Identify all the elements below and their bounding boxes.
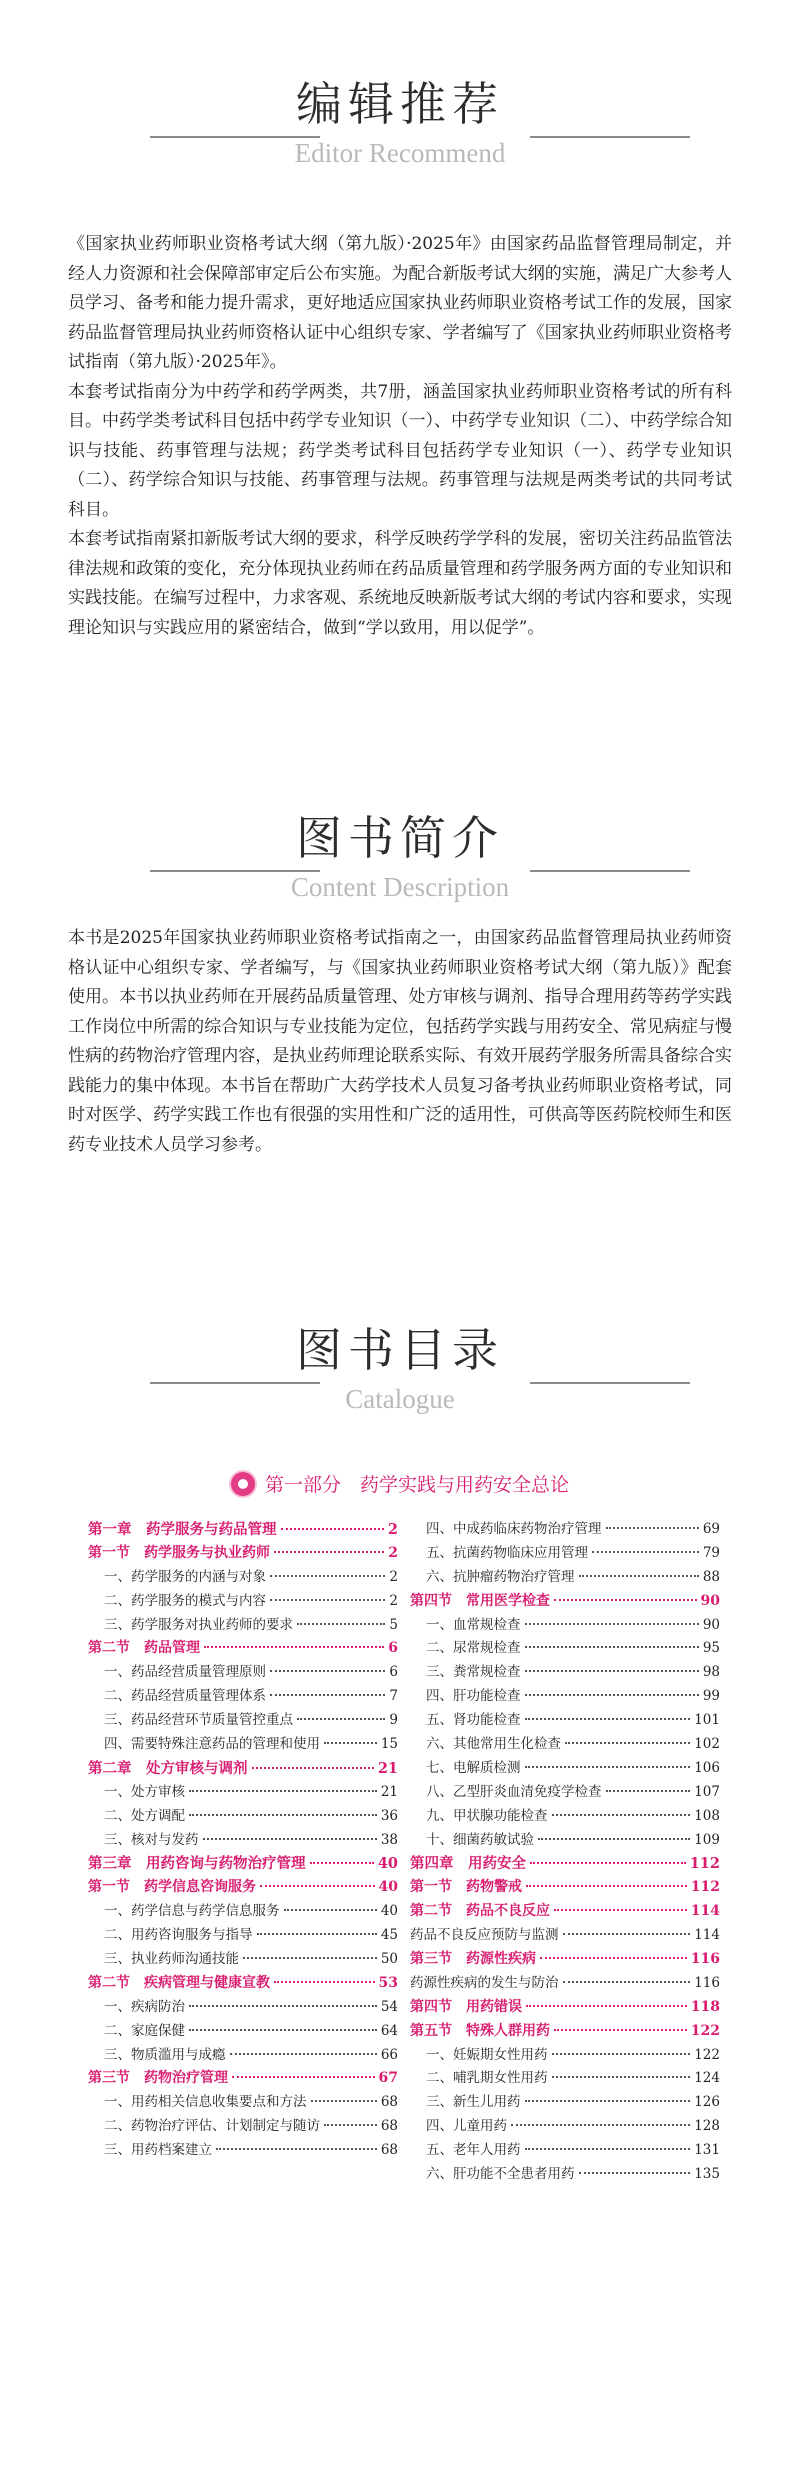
- dot-leader: [579, 1575, 699, 1577]
- dot-leader: [281, 1528, 384, 1530]
- dot-leader: [310, 1862, 374, 1864]
- toc-entry[interactable]: [410, 2044, 720, 2068]
- toc-entry-page: 7: [389, 1688, 398, 1705]
- content-description-text: [68, 924, 732, 1160]
- toc-entry-page: 131: [694, 2142, 720, 2159]
- dot-leader: [552, 2076, 691, 2078]
- toc-entry[interactable]: [410, 1733, 720, 1757]
- dot-leader: [189, 2005, 377, 2007]
- toc-entry-page: 40: [378, 1879, 398, 1896]
- dot-leader: [538, 1838, 690, 1840]
- toc-entry[interactable]: [410, 2067, 720, 2091]
- toc-entry[interactable]: [88, 1924, 398, 1948]
- toc-entry-title: 三、核对与发药: [104, 1831, 199, 1848]
- toc-entry-page: 95: [702, 1640, 720, 1657]
- toc-entry-page: 21: [380, 1783, 398, 1800]
- toc-entry[interactable]: [410, 2091, 720, 2115]
- toc-entry-page: 114: [690, 1903, 720, 1920]
- dot-leader: [243, 1957, 377, 1959]
- toc-entry-page: 114: [694, 1927, 720, 1944]
- toc-entry-title: 一、药品经营质量管理原则: [104, 1664, 266, 1681]
- toc-entry[interactable]: [88, 2067, 398, 2091]
- toc-entry-title: 七、电解质检测: [426, 1759, 521, 1776]
- toc-entry[interactable]: [88, 1685, 398, 1709]
- dot-leader: [284, 1909, 377, 1911]
- toc-entry-page: 122: [694, 2046, 720, 2063]
- editor-recommend-header: [0, 74, 800, 184]
- toc-entry-page: 69: [702, 1521, 720, 1537]
- toc-entry[interactable]: [88, 1709, 398, 1733]
- toc-entry-title: 二、用药咨询服务与指导: [104, 1927, 253, 1944]
- toc-entry-page: 98: [702, 1664, 720, 1681]
- toc-entry-title: 四、肝功能检查: [426, 1688, 521, 1705]
- toc-entry-page: 9: [389, 1712, 398, 1729]
- toc-entry[interactable]: [410, 1876, 720, 1900]
- toc-entry-title: 四、儿童用药: [426, 2118, 507, 2135]
- toc-entry[interactable]: [410, 1590, 720, 1614]
- toc-entry-page: 124: [694, 2070, 720, 2087]
- editor-recommend-title: 编辑推荐: [296, 77, 504, 131]
- toc-entry-page: 54: [380, 1998, 398, 2015]
- dot-leader: [525, 1623, 699, 1625]
- toc-entry-page: 6: [388, 1640, 398, 1657]
- toc-entry[interactable]: [410, 1805, 720, 1829]
- toc-entry[interactable]: [410, 1924, 720, 1948]
- toc-entry-title: 四、中成药临床药物治疗管理: [426, 1521, 602, 1537]
- toc-entry-title: 药源性疾病的发生与防治: [410, 1974, 559, 1991]
- toc-entry-title: 一、妊娠期女性用药: [426, 2046, 548, 2063]
- toc-entry-title: 第三节 药源性疾病: [410, 1951, 536, 1968]
- toc-entry-title: 十、细菌药敏试验: [426, 1831, 534, 1848]
- toc-entry[interactable]: [88, 2115, 398, 2139]
- dot-leader: [525, 1766, 691, 1768]
- toc-entry[interactable]: [410, 1542, 720, 1566]
- toc-entry-title: 三、物质滥用与成瘾: [104, 2046, 226, 2063]
- toc-entry[interactable]: [88, 1733, 398, 1757]
- dot-leader: [525, 1646, 699, 1648]
- part-heading-label: 第一部分 药学实践与用药安全总论: [264, 1474, 569, 1496]
- toc-entry-page: 5: [389, 1616, 398, 1633]
- toc-entry[interactable]: [410, 1518, 720, 1542]
- dot-leader: [204, 1646, 384, 1648]
- toc-entry-title: 二、药品经营质量管理体系: [104, 1688, 266, 1705]
- toc-entry-title: 二、药物治疗评估、计划制定与随访: [104, 2118, 320, 2135]
- dot-leader: [525, 1670, 699, 1672]
- toc-entry-title: 第三节 药物治疗管理: [88, 2070, 228, 2087]
- part-heading: [0, 1470, 800, 1500]
- toc-entry[interactable]: [88, 1900, 398, 1924]
- toc-entry-title: 三、用药档案建立: [104, 2142, 212, 2159]
- dot-leader: [270, 1694, 385, 1696]
- toc-entry-title: 三、执业药师沟通技能: [104, 1951, 239, 1968]
- dot-leader: [311, 2100, 377, 2102]
- toc-entry-title: 药品不良反应预防与监测: [410, 1927, 559, 1944]
- toc-entry[interactable]: [410, 1781, 720, 1805]
- toc-entry[interactable]: [88, 1661, 398, 1685]
- dot-leader: [274, 1981, 375, 1983]
- dot-leader: [552, 1814, 691, 1816]
- toc-entry[interactable]: [88, 1996, 398, 2020]
- toc-entry-page: 90: [702, 1616, 720, 1633]
- catalogue-header: [0, 1320, 800, 1430]
- toc-column-left: [88, 1518, 398, 2163]
- toc-entry-title: 二、尿常规检查: [426, 1640, 521, 1657]
- dot-leader: [189, 1814, 377, 1816]
- toc-entry[interactable]: [410, 1637, 720, 1661]
- toc-entry-title: 三、药学服务对执业药师的要求: [104, 1616, 293, 1633]
- paragraph: 本套考试指南紧扣新版考试大纲的要求，科学反映药学学科的发展，密切关注药品监管法律法规和政策的变化，充分体现执业药师在药品质量管理和药学服务两方面的专业知识和实践技能。在编写过程中，力求客观、系统地反映新版考试大纲的考试内容和要求，实现理论知识与实践应用的紧密结合，做到“学以致用，用以促学”。: [68, 529, 732, 638]
- dot-leader: [525, 2100, 691, 2102]
- toc-entry-title: 一、疾病防治: [104, 1998, 185, 2015]
- toc-entry-title: 四、需要特殊注意药品的管理和使用: [104, 1736, 320, 1753]
- toc-entry-page: 68: [380, 2094, 398, 2111]
- dot-leader: [511, 2124, 690, 2126]
- toc-entry-title: 第四节 常用医学检查: [410, 1592, 550, 1609]
- toc-entry[interactable]: [410, 1566, 720, 1590]
- toc-entry-title: 六、其他常用生化检查: [426, 1736, 561, 1753]
- toc-entry-page: 116: [690, 1951, 720, 1968]
- toc-entry[interactable]: [88, 1948, 398, 1972]
- toc-entry-page: 102: [694, 1736, 720, 1753]
- paragraph: 本套考试指南分为中药学和药学两类，共7册，涵盖国家执业药师职业资格考试的所有科目。中药学类考试科目包括中药学专业知识（一）、中药学专业知识（二）、中药学综合知识与技能、药事管理与法规；药学类考试科目包括药学专业知识（一）、药学专业知识（二）、药学综合知识与技能、药事管理与法规。药事管理与法规是两类考试的共同考试科目。: [68, 381, 732, 520]
- toc-entry-page: 38: [380, 1831, 398, 1848]
- toc-entry[interactable]: [410, 1996, 720, 2020]
- toc-entry-page: 122: [690, 2022, 720, 2039]
- toc-entry-page: 112: [690, 1879, 720, 1896]
- toc-entry[interactable]: [88, 1876, 398, 1900]
- toc-entry-page: 45: [380, 1927, 398, 1944]
- toc-entry-title: 五、肾功能检查: [426, 1712, 521, 1729]
- toc-entry-title: 第一节 药学信息咨询服务: [88, 1879, 256, 1896]
- editor-recommend-subtitle: Editor Recommend: [294, 138, 506, 168]
- toc-entry-page: 6: [389, 1664, 398, 1681]
- toc-entry-page: 99: [702, 1688, 720, 1705]
- toc-entry-page: 106: [694, 1759, 720, 1776]
- toc-entry[interactable]: [410, 2020, 720, 2044]
- toc-entry[interactable]: [410, 1948, 720, 1972]
- catalogue-subtitle: Catalogue: [345, 1384, 455, 1414]
- toc-entry[interactable]: [410, 1685, 720, 1709]
- toc-entry-title: 第三章 用药咨询与药物治疗管理: [88, 1855, 306, 1873]
- toc-entry-page: 90: [700, 1592, 720, 1609]
- dot-leader: [554, 1599, 697, 1601]
- paragraph: 本书是2025年国家执业药师职业资格考试指南之一，由国家药品监督管理局执业药师资格认证中心组织专家、学者编写，与《国家执业药师职业资格考试大纲（第九版）》配套使用。本书以执业药师在开展药品质量管理、处方审核与调剂、指导合理用药等药学实践工作岗位中所需的综合知识与专业技能为定位，包括药学实践与用药安全、常见病症与慢性病的药物治疗管理内容，是执业药师理论联系实际、有效开展药学服务所需具备综合实践能力的集中体现。本书旨在帮助广大药学技术人员复习备考执业药师职业资格考试，同时对医学、药学实践工作也有很强的实用性和广泛的适用性，可供高等医药院校师生和医药专业技术人员学习参考。: [68, 928, 732, 1155]
- paragraph: 《国家执业药师职业资格考试大纲（第九版）·2025年》由国家药品监督管理局制定，并经人力资源和社会保障部审定后公布实施。为配合新版考试大纲的实施，满足广大参考人员学习、备考和能力提升需求，更好地适应国家执业药师职业资格考试工作的发展，国家药品监督管理局执业药师资格认证中心组织专家、学者编写了《国家执业药师职业资格考试指南（第九版）·2025年》。: [68, 234, 732, 372]
- toc-entry[interactable]: [88, 1781, 398, 1805]
- toc-entry-title: 第四节 用药错误: [410, 1998, 522, 2015]
- flower-icon: [231, 1472, 255, 1496]
- toc-entry-page: 40: [377, 1855, 398, 1873]
- toc-entry[interactable]: [88, 2091, 398, 2115]
- dot-leader: [525, 1694, 699, 1696]
- toc-entry[interactable]: [88, 1829, 398, 1853]
- dot-leader: [260, 1885, 375, 1887]
- toc-entry-title: 二、处方调配: [104, 1807, 185, 1824]
- toc-entry-title: 三、药品经营环节质量管控重点: [104, 1712, 293, 1729]
- toc-entry-page: 15: [380, 1736, 398, 1753]
- toc-entry[interactable]: [88, 1590, 398, 1614]
- toc-entry-page: 68: [380, 2118, 398, 2135]
- dot-leader: [554, 1909, 687, 1911]
- content-description-subtitle: Content Description: [290, 872, 510, 902]
- dot-leader: [552, 2053, 691, 2055]
- toc-entry-page: 2: [387, 1521, 398, 1538]
- toc-entry[interactable]: [410, 1614, 720, 1638]
- toc-entry[interactable]: [410, 1709, 720, 1733]
- toc-entry-page: 64: [380, 2022, 398, 2039]
- toc-entry-title: 六、肝功能不全患者用药: [426, 2166, 575, 2183]
- dot-leader: [216, 2148, 377, 2150]
- dot-leader: [270, 1670, 385, 1672]
- dot-leader: [203, 1838, 377, 1840]
- toc-entry[interactable]: [88, 1518, 398, 1542]
- toc-entry-title: 第二章 处方审核与调剂: [88, 1759, 248, 1777]
- dot-leader: [606, 1527, 699, 1529]
- dot-leader: [252, 1767, 374, 1769]
- dot-leader: [525, 2148, 691, 2150]
- toc-column-right: [410, 1518, 720, 2187]
- toc-entry-title: 二、哺乳期女性用药: [426, 2070, 548, 2087]
- toc-entry[interactable]: [88, 1542, 398, 1566]
- toc-entry[interactable]: [410, 1972, 720, 1996]
- toc-entry-title: 第五节 特殊人群用药: [410, 2022, 550, 2039]
- toc-entry-page: 67: [378, 2070, 398, 2087]
- toc-entry-page: 126: [694, 2094, 720, 2111]
- toc-entry[interactable]: [410, 2163, 720, 2187]
- toc-entry[interactable]: [88, 1757, 398, 1781]
- dot-leader: [592, 1551, 699, 1553]
- toc-entry-page: 101: [694, 1712, 720, 1729]
- toc-entry-title: 二、家庭保健: [104, 2022, 185, 2039]
- dot-leader: [297, 1718, 385, 1720]
- toc-entry-title: 八、乙型肝炎血清免疫学检查: [426, 1783, 602, 1800]
- dot-leader: [274, 1551, 384, 1553]
- dot-leader: [270, 1599, 385, 1601]
- dot-leader: [257, 1933, 377, 1935]
- toc-entry-title: 一、处方审核: [104, 1783, 185, 1800]
- toc-entry[interactable]: [410, 2115, 720, 2139]
- toc-entry-title: 第二节 药品管理: [88, 1640, 200, 1657]
- toc-entry[interactable]: [410, 1900, 720, 1924]
- toc-entry-page: 2: [388, 1544, 398, 1561]
- dot-leader: [554, 2029, 687, 2031]
- toc-entry-title: 第二节 药品不良反应: [410, 1903, 550, 1920]
- toc-entry[interactable]: [410, 1661, 720, 1685]
- toc-entry-title: 第二节 疾病管理与健康宣教: [88, 1974, 270, 1991]
- toc-entry[interactable]: [88, 2044, 398, 2068]
- toc-entry[interactable]: [88, 1637, 398, 1661]
- toc-entry-title: 六、抗肿瘤药物治疗管理: [426, 1568, 575, 1585]
- dot-leader: [270, 1575, 385, 1577]
- content-description-header: [0, 808, 800, 918]
- dot-leader: [563, 1933, 691, 1935]
- toc-entry-page: 116: [694, 1974, 720, 1991]
- toc-entry[interactable]: [88, 2139, 398, 2163]
- toc-entry[interactable]: [88, 1852, 398, 1876]
- toc-entry[interactable]: [410, 2139, 720, 2163]
- toc-entry[interactable]: [88, 1805, 398, 1829]
- toc-entry-page: 107: [694, 1783, 720, 1800]
- toc-entry[interactable]: [88, 1614, 398, 1638]
- toc-entry[interactable]: [88, 1972, 398, 1996]
- toc-entry[interactable]: [410, 1852, 720, 1876]
- toc-entry-title: 一、药学服务的内涵与对象: [104, 1568, 266, 1585]
- toc-entry-title: 第一章 药学服务与药品管理: [88, 1521, 277, 1538]
- dot-leader: [324, 1742, 377, 1744]
- toc-entry[interactable]: [410, 1829, 720, 1853]
- dot-leader: [525, 1718, 691, 1720]
- toc-entry-title: 一、血常规检查: [426, 1616, 521, 1633]
- toc-entry-title: 五、老年人用药: [426, 2142, 521, 2159]
- toc-entry-page: 21: [377, 1759, 398, 1777]
- toc-entry-title: 五、抗菌药物临床应用管理: [426, 1544, 588, 1561]
- editor-recommend-text: [68, 230, 732, 643]
- toc-entry-page: 68: [380, 2142, 398, 2159]
- dot-leader: [565, 1742, 690, 1744]
- dot-leader: [540, 1957, 687, 1959]
- dot-leader: [232, 2076, 375, 2078]
- toc-entry-page: 53: [378, 1974, 398, 1991]
- toc-entry-page: 2: [389, 1568, 398, 1585]
- toc-entry-title: 二、药学服务的模式与内容: [104, 1592, 266, 1609]
- toc-entry[interactable]: [410, 1757, 720, 1781]
- toc-entry-title: 一、药学信息与药学信息服务: [104, 1903, 280, 1920]
- toc-entry-page: 118: [690, 1998, 720, 2015]
- dot-leader: [189, 2029, 377, 2031]
- toc-entry-page: 36: [380, 1807, 398, 1824]
- dot-leader: [526, 2005, 687, 2007]
- toc-entry-page: 2: [389, 1592, 398, 1609]
- toc-entry-page: 109: [694, 1831, 720, 1848]
- toc-entry-page: 128: [694, 2118, 720, 2135]
- dot-leader: [579, 2172, 691, 2174]
- toc-entry-title: 一、用药相关信息收集要点和方法: [104, 2094, 307, 2111]
- toc-entry-title: 第一节 药物警戒: [410, 1879, 522, 1896]
- toc-entry-title: 第四章 用药安全: [410, 1855, 526, 1873]
- toc-entry-title: 九、甲状腺功能检查: [426, 1807, 548, 1824]
- toc-entry-title: 三、新生儿用药: [426, 2094, 521, 2111]
- dot-leader: [189, 1790, 377, 1792]
- dot-leader: [297, 1623, 385, 1625]
- toc-entry-title: 第一节 药学服务与执业药师: [88, 1544, 270, 1561]
- dot-leader: [530, 1862, 686, 1864]
- toc-entry[interactable]: [88, 2020, 398, 2044]
- dot-leader: [230, 2053, 377, 2055]
- toc-entry-page: 108: [694, 1807, 720, 1824]
- toc-entry-page: 112: [689, 1855, 720, 1873]
- toc-entry-page: 50: [380, 1951, 398, 1968]
- toc-entry-title: 三、粪常规检查: [426, 1664, 521, 1681]
- toc-entry-page: 79: [702, 1544, 720, 1561]
- toc-entry-page: 40: [380, 1903, 398, 1920]
- dot-leader: [324, 2124, 377, 2126]
- dot-leader: [606, 1790, 691, 1792]
- dot-leader: [526, 1885, 687, 1887]
- catalogue-title: 图书目录: [296, 1323, 504, 1377]
- toc-entry-page: 66: [380, 2046, 398, 2063]
- content-description-title: 图书简介: [296, 811, 504, 865]
- toc-entry[interactable]: [88, 1566, 398, 1590]
- toc-entry-page: 135: [694, 2166, 720, 2183]
- toc-entry-page: 88: [702, 1568, 720, 1585]
- dot-leader: [563, 1981, 691, 1983]
